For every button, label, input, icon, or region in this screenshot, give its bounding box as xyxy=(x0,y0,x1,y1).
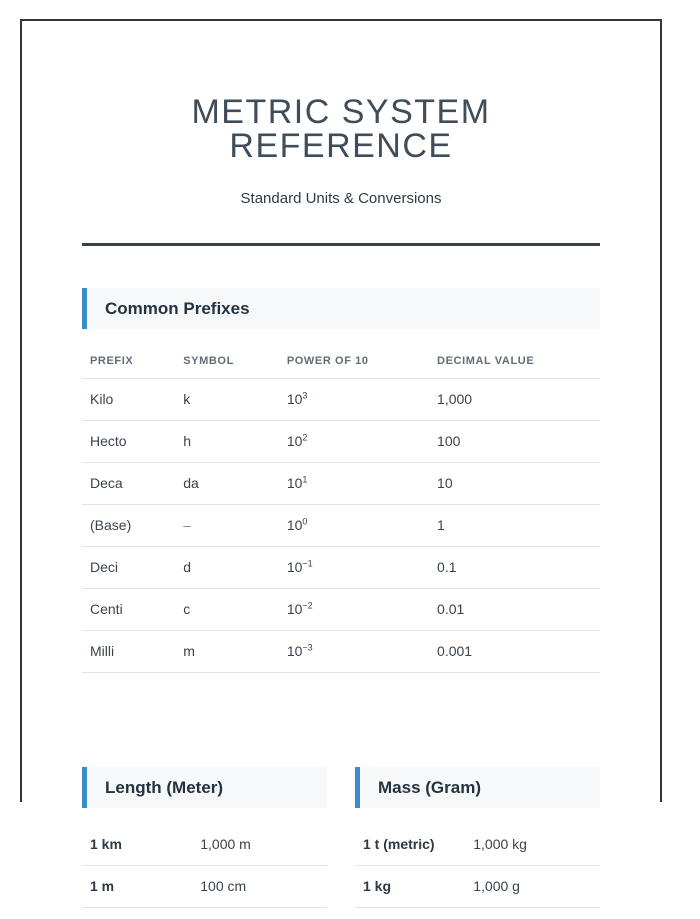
power-cell xyxy=(279,505,429,547)
mass-table xyxy=(355,824,600,908)
length-section xyxy=(82,725,327,908)
power-cell xyxy=(279,379,429,421)
prefix-cell: Deci xyxy=(82,547,175,589)
power-base: 10 xyxy=(286,475,303,491)
power-cell xyxy=(279,421,429,463)
conversion-value: 100 cm xyxy=(192,866,327,908)
column-header-prefix: PREFIX xyxy=(82,341,175,379)
prefix-cell: Kilo xyxy=(82,379,175,421)
value-cell: 0.01 xyxy=(429,589,600,631)
prefix-table xyxy=(82,341,600,673)
value-cell: 0.001 xyxy=(429,631,600,673)
table-row xyxy=(82,866,327,908)
length-table xyxy=(82,824,327,908)
table-row xyxy=(82,463,600,505)
conversion-value: 1,000 kg xyxy=(465,824,600,866)
table-row xyxy=(82,379,600,421)
table-row xyxy=(82,505,600,547)
table-row xyxy=(82,631,600,673)
page-title: METRIC SYSTEM REFERENCE xyxy=(191,93,491,165)
conversion-label: 1 km xyxy=(82,824,192,866)
symbol-cell: da xyxy=(175,463,279,505)
section-heading-mass: Mass (Gram) xyxy=(355,767,600,808)
prefix-cell: Deca xyxy=(82,463,175,505)
title-divider xyxy=(82,243,600,246)
prefix-cell: Milli xyxy=(82,631,175,673)
value-cell: 10 xyxy=(429,463,600,505)
power-exponent: 0 xyxy=(302,516,308,527)
power-exponent: 2 xyxy=(302,432,308,443)
symbol-cell: c xyxy=(175,589,279,631)
conversion-label: 1 m xyxy=(82,866,192,908)
power-base: 10 xyxy=(286,517,303,533)
prefix-cell: Centi xyxy=(82,589,175,631)
page-content xyxy=(22,95,660,908)
symbol-cell: d xyxy=(175,547,279,589)
power-exponent: −2 xyxy=(302,600,313,611)
power-base: 10 xyxy=(286,433,303,449)
prefix-cell: Hecto xyxy=(82,421,175,463)
table-row xyxy=(82,589,600,631)
conversion-label: 1 t (metric) xyxy=(355,824,465,866)
table-row xyxy=(82,421,600,463)
value-cell: 1 xyxy=(429,505,600,547)
page-subtitle: Standard Units & Conversions xyxy=(240,190,442,207)
value-cell: 100 xyxy=(429,421,600,463)
power-cell xyxy=(279,589,429,631)
power-cell xyxy=(279,463,429,505)
column-header-symbol: SYMBOL xyxy=(175,341,279,379)
table-row xyxy=(82,824,327,866)
power-base: 10 xyxy=(286,643,303,659)
power-exponent: 3 xyxy=(302,390,308,401)
symbol-cell: h xyxy=(175,421,279,463)
value-cell: 0.1 xyxy=(429,547,600,589)
conversion-sections xyxy=(82,725,600,908)
symbol-cell: – xyxy=(175,505,279,547)
section-heading-length: Length (Meter) xyxy=(82,767,327,808)
table-row xyxy=(355,824,600,866)
power-base: 10 xyxy=(286,601,303,617)
prefix-cell: (Base) xyxy=(82,505,175,547)
column-header-power: POWER OF 10 xyxy=(279,341,429,379)
power-exponent: −1 xyxy=(302,558,313,569)
symbol-cell: m xyxy=(175,631,279,673)
power-base: 10 xyxy=(286,391,303,407)
table-row xyxy=(82,547,600,589)
conversion-label: 1 kg xyxy=(355,866,465,908)
power-exponent: −3 xyxy=(302,642,313,653)
column-header-decimal-value: DECIMAL VALUE xyxy=(429,341,600,379)
power-exponent: 1 xyxy=(302,474,308,485)
symbol-cell: k xyxy=(175,379,279,421)
power-cell xyxy=(279,547,429,589)
document-page xyxy=(20,19,662,894)
section-heading-common-prefixes: Common Prefixes xyxy=(82,288,600,329)
power-cell xyxy=(279,631,429,673)
table-header-row xyxy=(82,341,600,379)
conversion-value: 1,000 g xyxy=(465,866,600,908)
table-row xyxy=(355,866,600,908)
conversion-value: 1,000 m xyxy=(192,824,327,866)
mass-section xyxy=(355,725,600,908)
power-base: 10 xyxy=(286,559,303,575)
value-cell: 1,000 xyxy=(429,379,600,421)
